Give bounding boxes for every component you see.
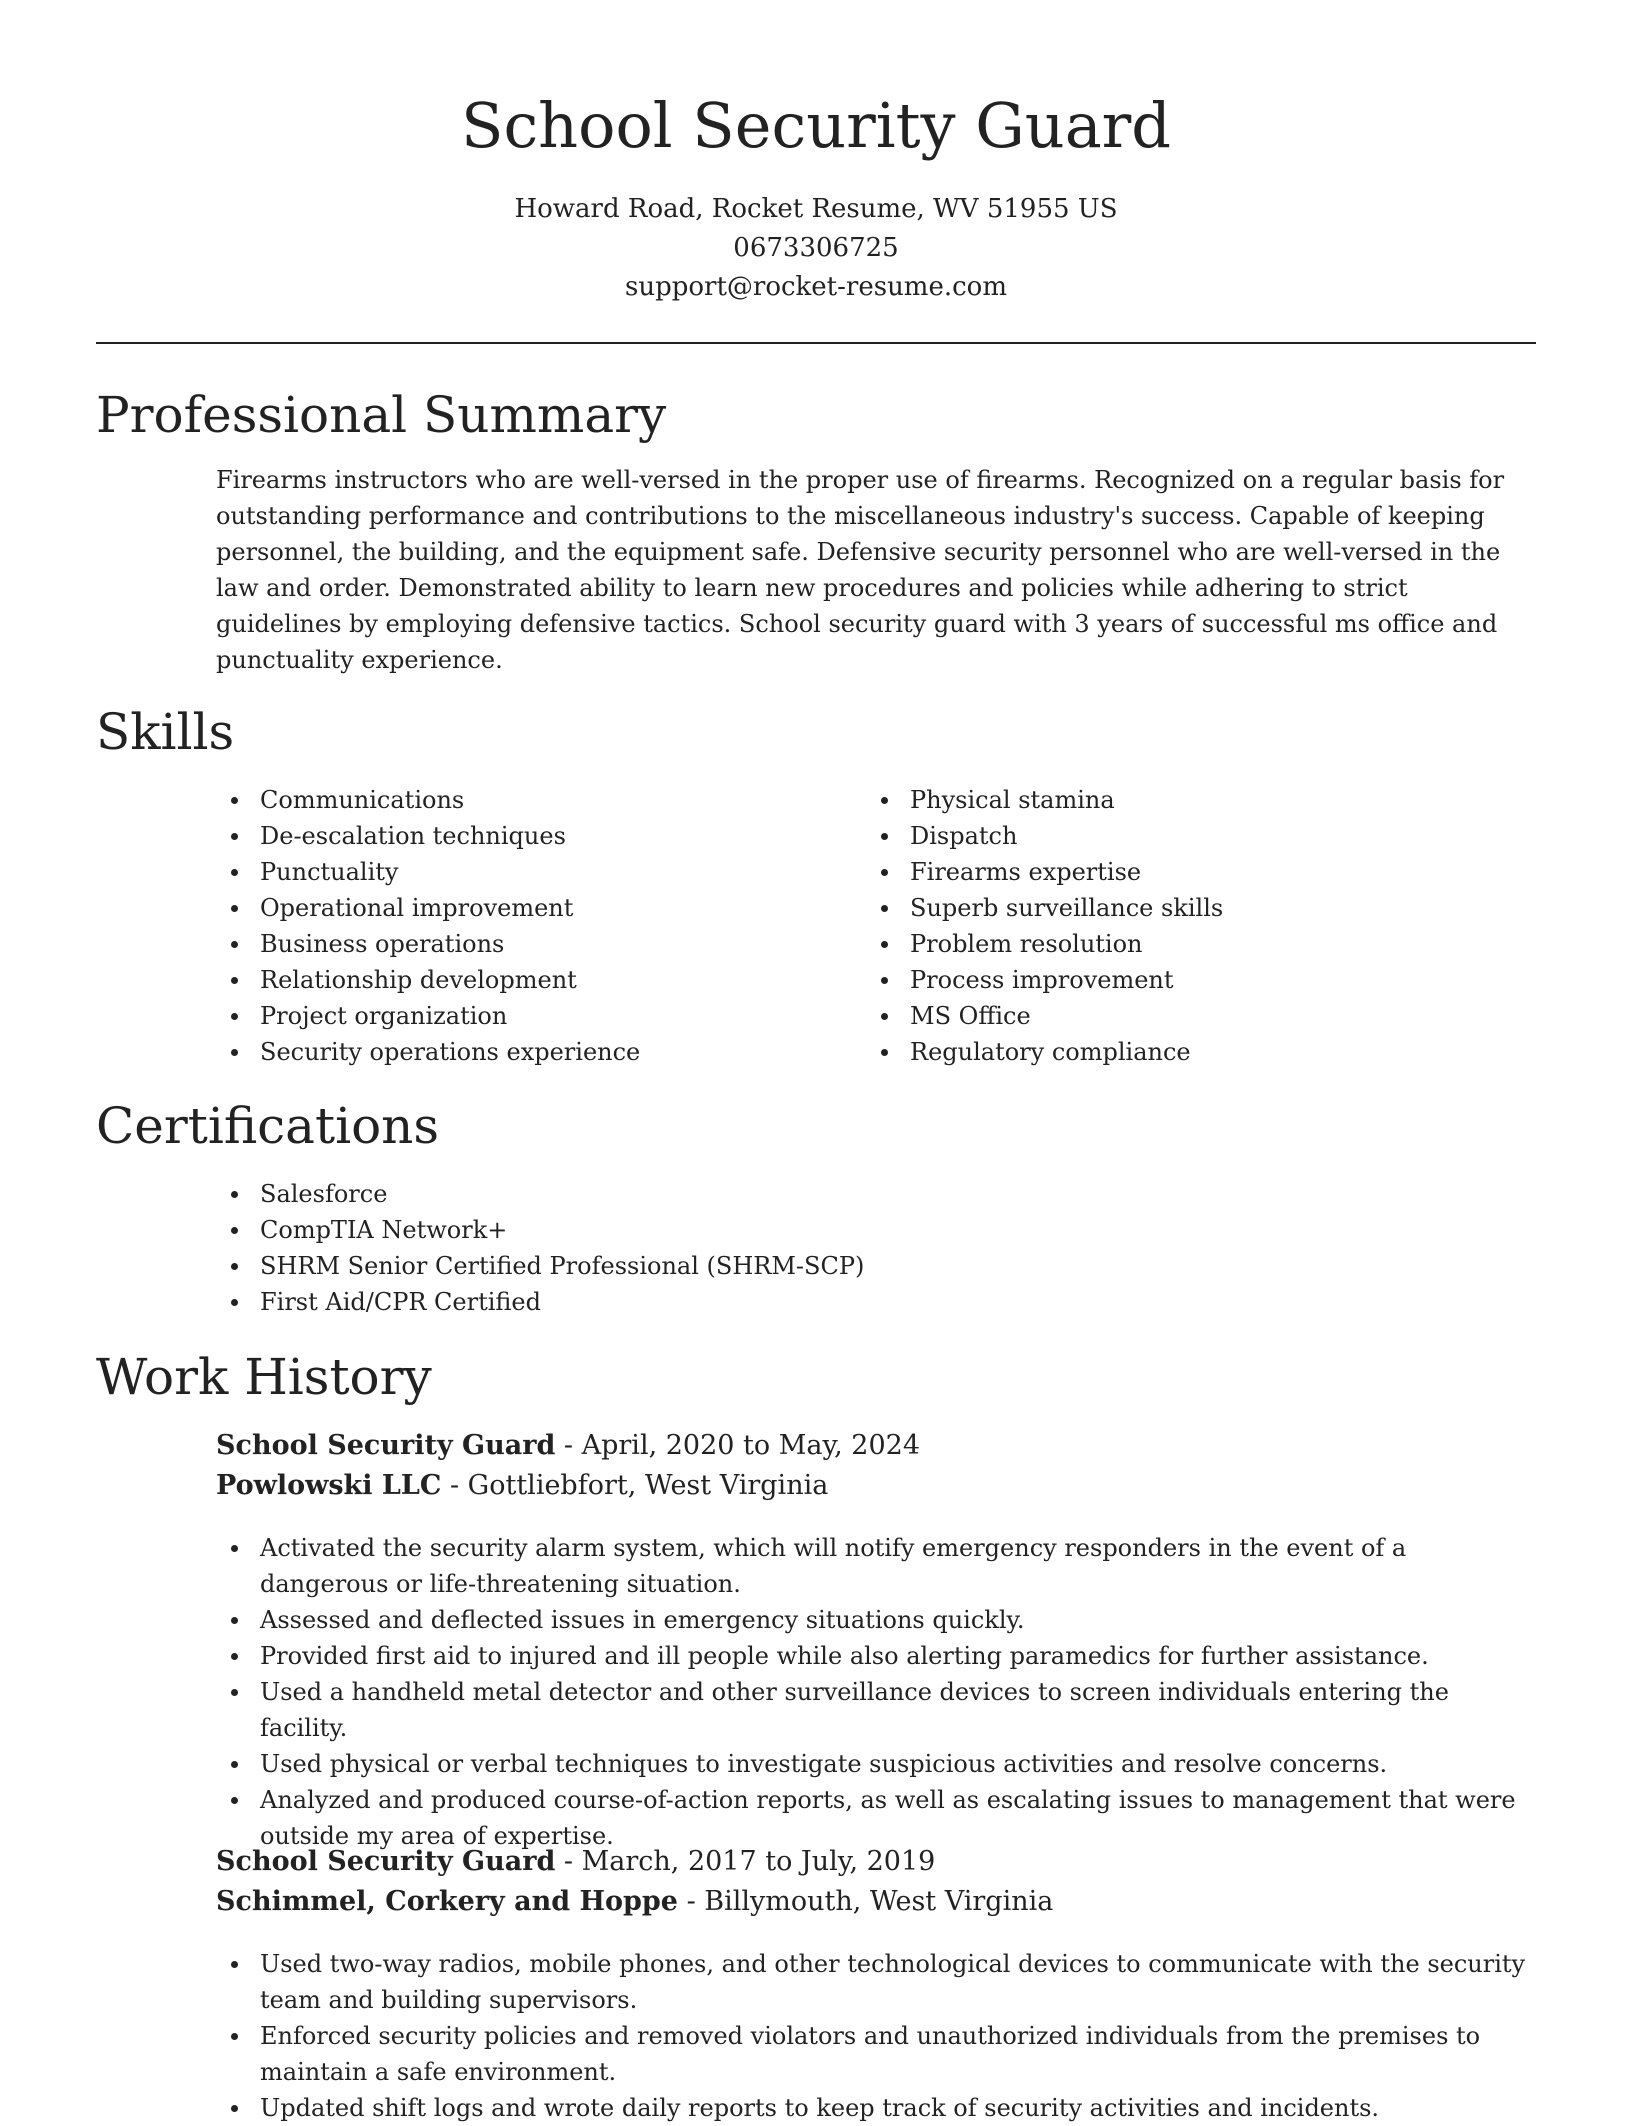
resume-name: School Security Guard [460,89,1171,162]
header-divider [96,342,1536,344]
certification-item: Salesforce [216,1176,1516,1212]
skill-item: De-escalation techniques [216,818,836,854]
certifications-list [216,1176,1516,1320]
job-bullet: Assessed and deflected issues in emergency situations quickly. [216,1602,1536,1638]
skill-item: Punctuality [216,854,836,890]
job-bullet: Used physical or verbal techniques to investigate suspicious activities and resolve concerns. [216,1746,1536,1782]
certification-item: CompTIA Network+ [216,1212,1516,1248]
skill-item: MS Office [866,998,1486,1034]
job-bullet: Updated shift logs and wrote daily reports to keep track of security activities and incidents. [216,2090,1536,2126]
skill-item: Process improvement [866,962,1486,998]
skill-item: Dispatch [866,818,1486,854]
skills-list-left [216,782,836,1070]
job-responsibilities [216,1530,1536,1854]
job-entry [216,1426,1536,1854]
skill-item: Project organization [216,998,836,1034]
contact-info [0,190,1632,307]
job-bullet: Enforced security policies and removed violators and unauthorized individuals from the premises to maintain a safe environment. [216,2018,1536,2090]
job-dates: - March, 2017 to July, 2019 [555,1846,936,1877]
certification-item: First Aid/CPR Certified [216,1284,1516,1320]
job-location: - Gottliebfort, West Virginia [441,1470,829,1501]
job-location: - Billymouth, West Virginia [677,1886,1054,1917]
skill-item: Communications [216,782,836,818]
skill-item: Regulatory compliance [866,1034,1486,1070]
job-entry [216,1842,1536,2126]
job-title: School Security Guard [216,1430,556,1461]
job-company-line [216,1466,1536,1506]
job-bullet: Provided first aid to injured and ill people while also alerting paramedics for further assistance. [216,1638,1536,1674]
certification-item: SHRM Senior Certified Professional (SHRM-SCP) [216,1248,1516,1284]
summary-text: Firearms instructors who are well-versed in the proper use of firearms. Recognized on a regular basis for outstanding performance and contributions to the miscellaneous industry's success. Capable of keeping personnel, the building, and the equipment safe. Defensive security personnel who are well-versed in the law and order. Demonstrated ability to learn new procedures and policies while adhering to strict guidelines by employing defensive tactics. School security guard with 3 years of successful ms office and punctuality experience. [216,466,1505,674]
job-dates: - April, 2020 to May, 2024 [555,1430,921,1461]
work-history-heading: Work History [96,1348,432,1406]
job-company: Powlowski LLC [216,1470,442,1501]
job-company: Schimmel, Corkery and Hoppe [216,1886,678,1917]
certifications-heading: Certifications [96,1097,440,1155]
address: Howard Road, Rocket Resume, WV 51955 US [514,194,1118,224]
summary-heading: Professional Summary [96,386,667,444]
skill-item: Business operations [216,926,836,962]
phone: 0673306725 [733,233,899,263]
skill-item: Relationship development [216,962,836,998]
job-bullet: Analyzed and produced course-of-action reports, as well as escalating issues to management that were outside my area of expertise. [216,1782,1536,1854]
skill-item: Firearms expertise [866,854,1486,890]
skill-item: Security operations experience [216,1034,836,1070]
job-title-line [216,1426,1536,1466]
job-bullet: Activated the security alarm system, which will notify emergency responders in the event of a dangerous or life-threatening situation. [216,1530,1536,1602]
job-title-line [216,1842,1536,1882]
job-company-line [216,1882,1536,1922]
skill-item: Physical stamina [866,782,1486,818]
skill-item: Operational improvement [216,890,836,926]
job-responsibilities [216,1946,1536,2126]
skills-heading: Skills [96,703,235,761]
skills-list-right [866,782,1486,1070]
job-bullet: Used two-way radios, mobile phones, and other technological devices to communicate with the security team and building supervisors. [216,1946,1536,2018]
job-bullet: Used a handheld metal detector and other surveillance devices to screen individuals entering the facility. [216,1674,1536,1746]
skill-item: Problem resolution [866,926,1486,962]
email: support@rocket-resume.com [624,272,1007,302]
job-title: School Security Guard [216,1846,556,1877]
skill-item: Superb surveillance skills [866,890,1486,926]
